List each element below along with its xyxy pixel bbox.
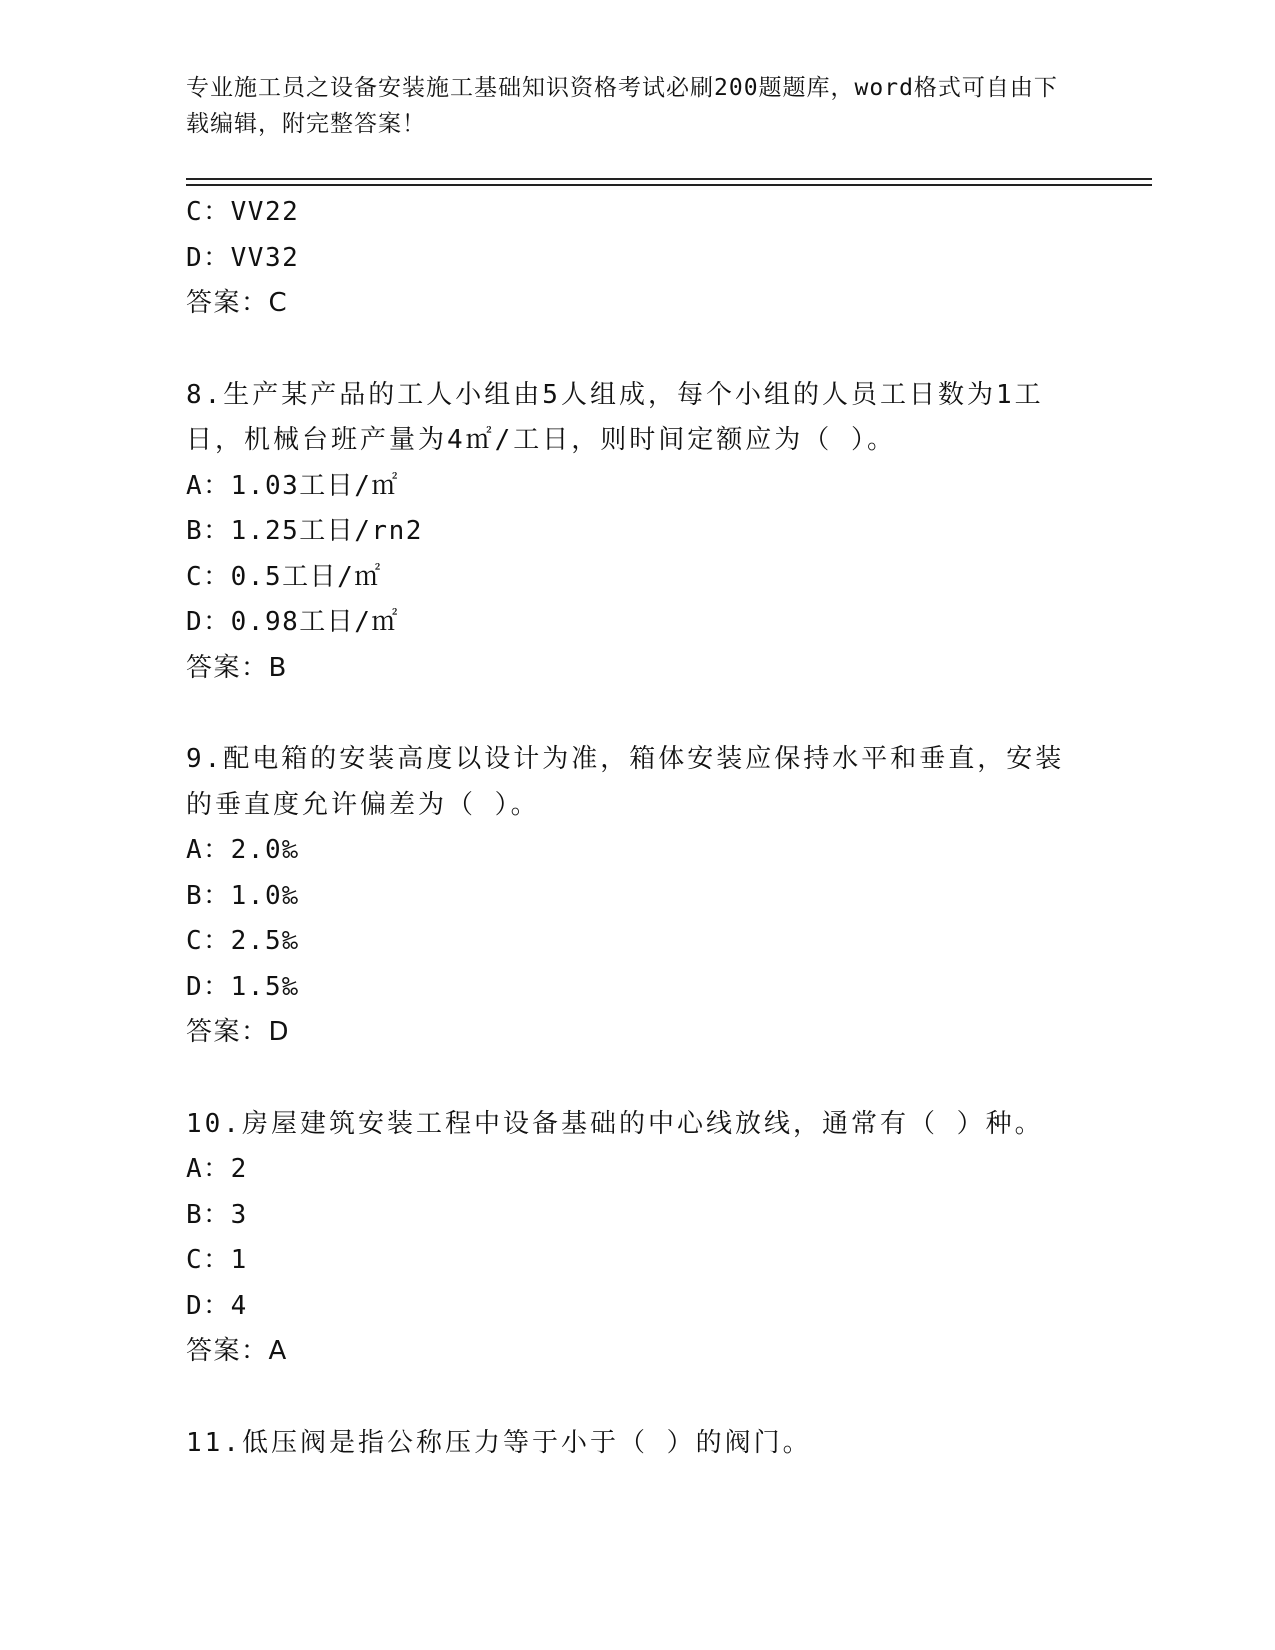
option-a: A：2.0‰ (186, 835, 300, 865)
option-c: C：0.5工日/㎡ (186, 561, 382, 592)
option-c: C：2.5‰ (186, 926, 300, 956)
question-11 (186, 1421, 1066, 1467)
header-rule-top (186, 178, 1152, 180)
option-a: A：2 (186, 1154, 248, 1184)
answer: 答案：C (186, 288, 289, 318)
document-body (186, 190, 1066, 1466)
question-10 (186, 1102, 1066, 1375)
header-rule-bottom (186, 184, 1152, 186)
answer: 答案：D (186, 1017, 291, 1047)
option-d: D：4 (186, 1290, 248, 1321)
option-b: B：1.25工日/rn2 (186, 516, 423, 546)
option-a: A：1.03工日/㎡ (186, 470, 399, 501)
option-b: B：3 (186, 1199, 248, 1230)
question-stem: 8.生产某产品的工人小组由5人组成，每个小组的人员工日数为1工日，机械台班产量为4㎡/工日，则时间定额应为（ ）。 (186, 379, 1044, 455)
question-stem: 9.配电箱的安装高度以设计为准，箱体安装应保持水平和垂直，安装的垂直度允许偏差为（ ）。 (186, 744, 1065, 820)
option-d: D：VV32 (186, 242, 300, 273)
question-stem: 11.低压阀是指公称压力等于小于（ ）的阀门。 (186, 1427, 812, 1458)
document-header: 专业施工员之设备安装施工基础知识资格考试必刷200题题库，word格式可自由下载编辑，附完整答案！ (186, 75, 1058, 137)
option-d: D：1.5‰ (186, 971, 300, 1002)
answer: 答案：A (186, 1336, 288, 1366)
question-continuation (186, 190, 1066, 327)
question-stem: 10.房屋建筑安装工程中设备基础的中心线放线，通常有（ ）种。 (186, 1108, 1044, 1139)
question-9 (186, 737, 1066, 1056)
option-d: D：0.98工日/㎡ (186, 607, 399, 637)
option-b: B：1.0‰ (186, 880, 300, 911)
option-c: C：VV22 (186, 197, 300, 227)
answer: 答案：B (186, 652, 288, 683)
question-8 (186, 373, 1066, 692)
option-c: C：1 (186, 1245, 248, 1275)
